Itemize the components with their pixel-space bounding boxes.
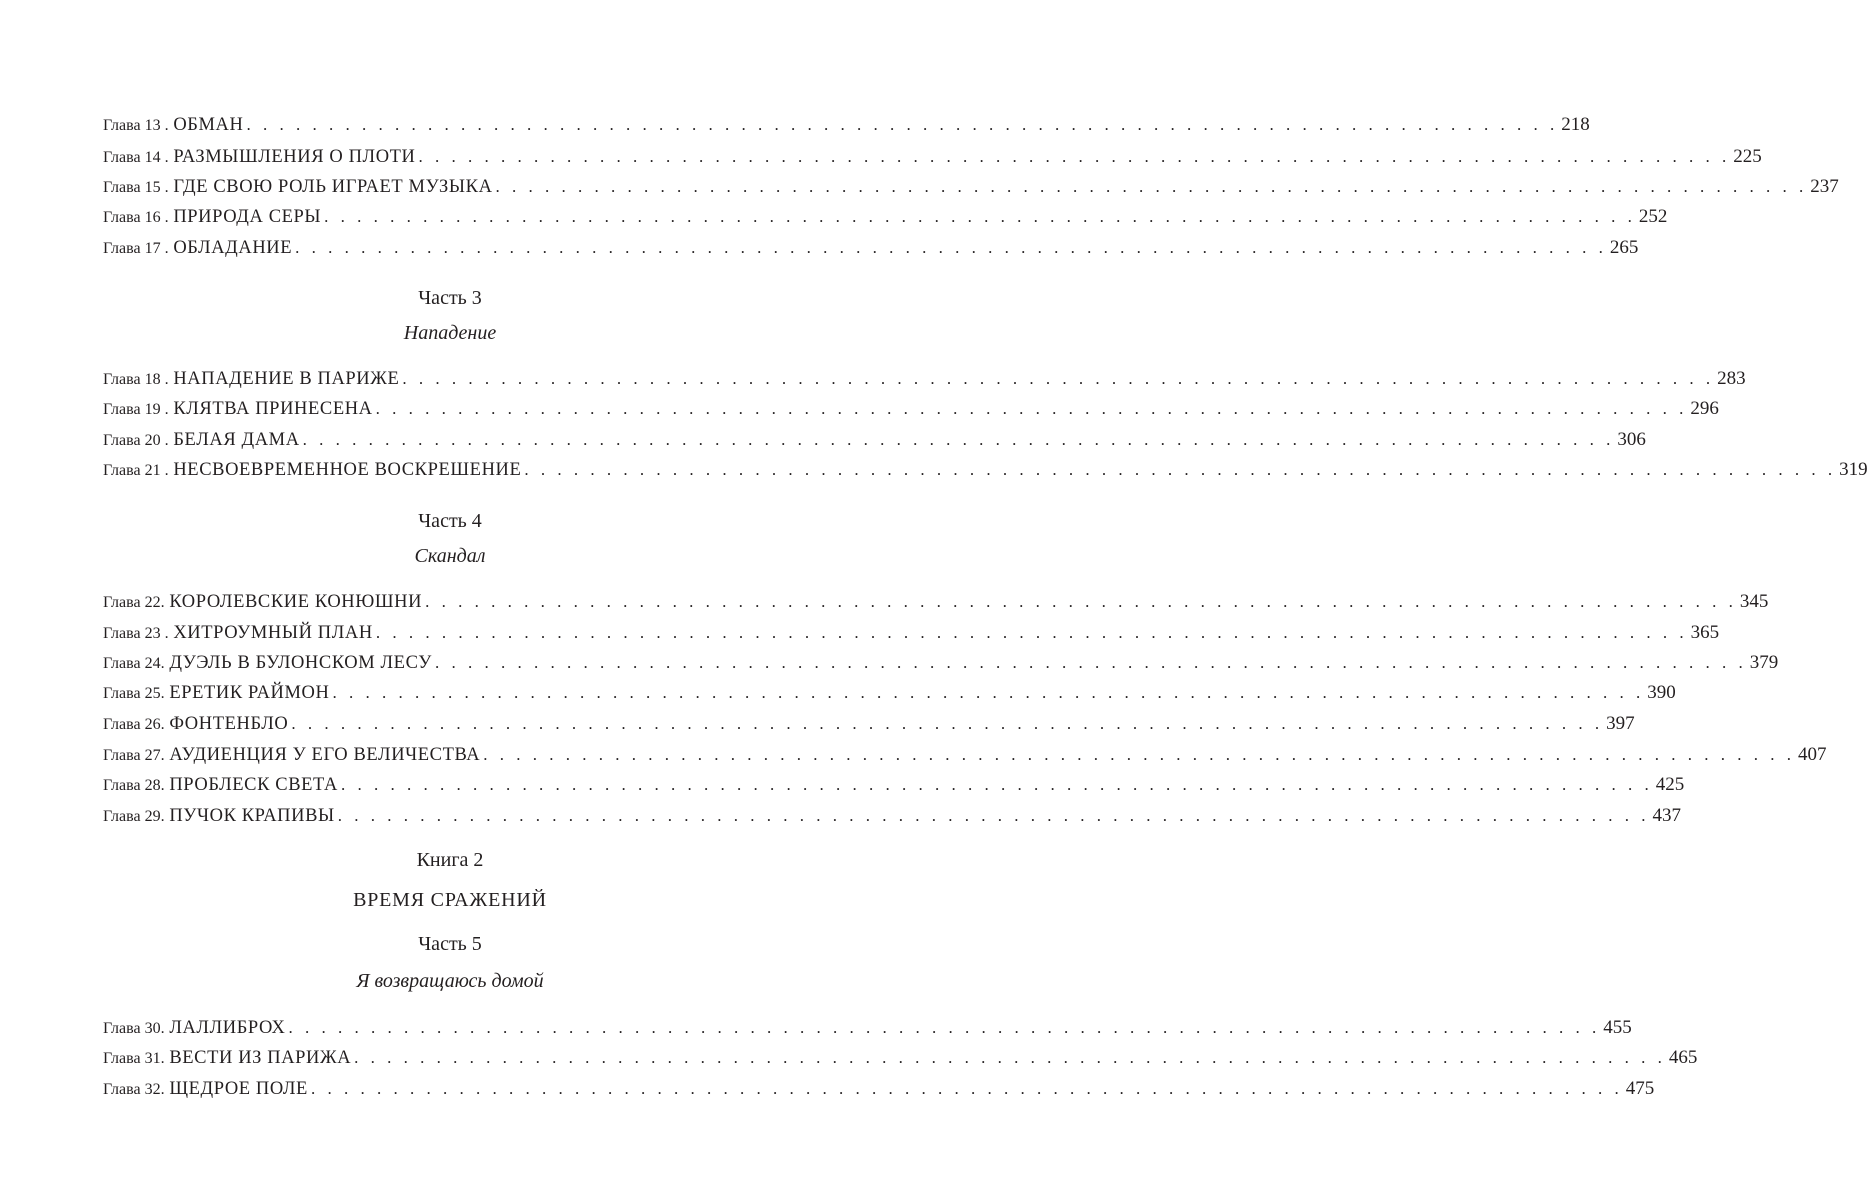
part-heading: Часть 4 [418, 510, 482, 532]
page-number: 390 [1647, 682, 1676, 703]
chapter-label: Глава 16 . [103, 209, 169, 226]
chapter-heading [103, 648, 432, 679]
dot-leader: . . . . . . . . . . . . . . . . . . . . . . . . . . . . . . . . . . . . . . . . . . . . . . . . . . . . . . . . . . . . . . . . . . . . . . . . . . . . . . . . [375, 399, 1688, 418]
chapter-heading [103, 678, 329, 709]
dot-leader: . . . . . . . . . . . . . . . . . . . . . . . . . . . . . . . . . . . . . . . . . . . . . . . . . . . . . . . . . . . . . . . . . . . . . . . . . . . . . . . . [483, 745, 1796, 764]
toc-entry [103, 364, 1746, 394]
chapter-heading [103, 801, 335, 832]
toc-entry [103, 801, 1681, 831]
dot-leader: . . . . . . . . . . . . . . . . . . . . . . . . . . . . . . . . . . . . . . . . . . . . . . . . . . . . . . . . . . . . . . . . . . . . . . . . . . . . . . . . [310, 1079, 1623, 1098]
page-number: 283 [1717, 368, 1746, 389]
dot-leader: . . . . . . . . . . . . . . . . . . . . . . . . . . . . . . . . . . . . . . . . . . . . . . . . . . . . . . . . . . . . . . . . . . . . . . . . . . . . . . . . [354, 1048, 1666, 1067]
page-number: 218 [1561, 114, 1590, 135]
dot-leader: . . . . . . . . . . . . . . . . . . . . . . . . . . . . . . . . . . . . . . . . . . . . . . . . . . . . . . . . . . . . . . . . . . . . . . . . . . . . . . . . [246, 115, 1559, 134]
part-subtitle: Скандал [414, 545, 486, 567]
page-number: 319 [1839, 459, 1868, 480]
chapter-label: Глава 21 . [103, 462, 169, 479]
chapter-heading [103, 1043, 351, 1074]
chapter-label: Глава 23 . [103, 625, 169, 642]
dot-leader: . . . . . . . . . . . . . . . . . . . . . . . . . . . . . . . . . . . . . . . . . . . . . . . . . . . . . . . . . . . . . . . . . . . . . . . . . . . . . . . . [295, 238, 1607, 257]
page-number: 306 [1617, 429, 1646, 450]
dot-leader: . . . . . . . . . . . . . . . . . . . . . . . . . . . . . . . . . . . . . . . . . . . . . . . . . . . . . . . . . . . . . . . . . . . . . . . . . . . . . . . . [332, 683, 1645, 702]
dot-leader: . . . . . . . . . . . . . . . . . . . . . . . . . . . . . . . . . . . . . . . . . . . . . . . . . . . . . . . . . . . . . . . . . . . . . . . . . . . . . . . . [495, 177, 1808, 196]
page-number: 265 [1609, 237, 1639, 258]
chapter-label: Глава 20 . [103, 432, 169, 449]
page-number: 345 [1739, 591, 1769, 612]
chapter-heading [103, 455, 521, 486]
page-number: 425 [1655, 774, 1685, 795]
chapter-heading [103, 110, 243, 141]
toc-entry [103, 172, 1839, 202]
chapter-label: Глава 22. [103, 594, 165, 611]
chapter-title: ГДЕ СВОЮ РОЛЬ ИГРАЕТ МУЗЫКА [173, 177, 493, 197]
chapter-heading [103, 1013, 286, 1044]
chapter-title: ПРОБЛЕСК СВЕТА [169, 775, 338, 795]
chapter-title: ЕРЕТИК РАЙМОН [169, 683, 330, 703]
chapter-heading [103, 364, 399, 395]
page-number: 225 [1733, 146, 1762, 167]
toc-entry [103, 1043, 1698, 1073]
dot-leader: . . . . . . . . . . . . . . . . . . . . . . . . . . . . . . . . . . . . . . . . . . . . . . . . . . . . . . . . . . . . . . . . . . . . . . . . . . . . . . . . [337, 806, 1650, 825]
chapter-title: ОБЛАДАНИЕ [173, 238, 293, 258]
page-number: 379 [1749, 652, 1779, 673]
chapter-label: Глава 25. [103, 685, 165, 702]
toc-entry [103, 618, 1720, 648]
chapter-heading [103, 770, 338, 801]
page-number: 252 [1638, 206, 1668, 227]
toc-entry [103, 770, 1685, 800]
chapter-heading [103, 172, 493, 203]
chapter-label: Глава 32. [103, 1081, 165, 1098]
chapter-title: БЕЛАЯ ДАМА [173, 430, 300, 450]
toc-entry [103, 678, 1676, 708]
chapter-title: КОРОЛЕВСКИЕ КОНЮШНИ [169, 592, 423, 612]
chapter-title: АУДИЕНЦИЯ У ЕГО ВЕЛИЧЕСТВА [169, 745, 481, 765]
chapter-heading [103, 425, 300, 456]
dot-leader: . . . . . . . . . . . . . . . . . . . . . . . . . . . . . . . . . . . . . . . . . . . . . . . . . . . . . . . . . . . . . . . . . . . . . . . . . . . . . . . . [291, 714, 1604, 733]
dot-leader: . . . . . . . . . . . . . . . . . . . . . . . . . . . . . . . . . . . . . . . . . . . . . . . . . . . . . . . . . . . . . . . . . . . . . . . . . . . . . . . . [341, 775, 1653, 794]
toc-entry [103, 202, 1668, 232]
chapter-title: РАЗМЫШЛЕНИЯ О ПЛОТИ [173, 147, 416, 167]
part-heading: Часть 5 [418, 933, 482, 955]
chapter-label: Глава 26. [103, 716, 165, 733]
toc-entry [103, 1013, 1632, 1043]
page-number: 365 [1690, 622, 1720, 643]
part-subtitle: Я возвращаюсь домой [356, 970, 544, 992]
chapter-title: ВЕСТИ ИЗ ПАРИЖА [169, 1048, 352, 1068]
chapter-label: Глава 19 . [103, 401, 169, 418]
chapter-label: Глава 14 . [103, 149, 169, 166]
toc-entry [103, 394, 1719, 424]
part-heading: Часть 3 [418, 287, 482, 309]
chapter-heading [103, 740, 480, 771]
chapter-heading [103, 618, 373, 649]
chapter-title: ЛАЛЛИБРОХ [169, 1018, 286, 1038]
chapter-title: КЛЯТВА ПРИНЕСЕНА [173, 399, 373, 419]
page-number: 437 [1652, 805, 1681, 826]
chapter-title: ЩЕДРОЕ ПОЛЕ [169, 1079, 308, 1099]
part-subtitle: Нападение [403, 322, 497, 344]
page-number: 407 [1798, 744, 1827, 765]
book-heading: Книга 2 [416, 849, 484, 871]
chapter-label: Глава 31. [103, 1050, 165, 1067]
chapter-title: ДУЭЛЬ В БУЛОНСКОМ ЛЕСУ [169, 653, 432, 673]
page-number: 296 [1690, 398, 1719, 419]
chapter-label: Глава 28. [103, 777, 165, 794]
chapter-label: Глава 18 . [103, 371, 169, 388]
book-title: ВРЕМЯ СРАЖЕНИЙ [353, 889, 547, 911]
page-number: 237 [1810, 176, 1839, 197]
toc-entry [103, 648, 1779, 678]
chapter-heading [103, 142, 416, 173]
page-number: 397 [1606, 713, 1635, 734]
chapter-title: ФОНТЕНБЛО [169, 714, 289, 734]
chapter-heading [103, 587, 422, 618]
chapter-heading [103, 233, 292, 264]
chapter-title: ОБМАН [173, 115, 244, 135]
page-number: 455 [1603, 1017, 1632, 1038]
chapter-heading [103, 202, 321, 233]
chapter-title: ХИТРОУМНЫЙ ПЛАН [173, 623, 373, 643]
chapter-label: Глава 15 . [103, 179, 169, 196]
dot-leader: . . . . . . . . . . . . . . . . . . . . . . . . . . . . . . . . . . . . . . . . . . . . . . . . . . . . . . . . . . . . . . . . . . . . . . . . . . . . . . . . [288, 1018, 1601, 1037]
dot-leader: . . . . . . . . . . . . . . . . . . . . . . . . . . . . . . . . . . . . . . . . . . . . . . . . . . . . . . . . . . . . . . . . . . . . . . . . . . . . . . . . [302, 430, 1615, 449]
chapter-label: Глава 29. [103, 808, 165, 825]
toc-entry [103, 587, 1769, 617]
page-number: 465 [1668, 1047, 1698, 1068]
page-number: 475 [1625, 1078, 1655, 1099]
chapter-label: Глава 13 . [103, 117, 169, 134]
toc-entry [103, 233, 1639, 263]
dot-leader: . . . . . . . . . . . . . . . . . . . . . . . . . . . . . . . . . . . . . . . . . . . . . . . . . . . . . . . . . . . . . . . . . . . . . . . . . . . . . . . . [524, 460, 1837, 479]
toc-entry [103, 1074, 1655, 1104]
chapter-title: НЕСВОЕВРЕМЕННОЕ ВОСКРЕШЕНИЕ [173, 460, 522, 480]
chapter-heading [103, 1074, 308, 1105]
toc-entry [103, 425, 1646, 455]
toc-entry [103, 110, 1590, 140]
chapter-title: НАПАДЕНИЕ В ПАРИЖЕ [173, 369, 400, 389]
dot-leader: . . . . . . . . . . . . . . . . . . . . . . . . . . . . . . . . . . . . . . . . . . . . . . . . . . . . . . . . . . . . . . . . . . . . . . . . . . . . . . . . [418, 147, 1731, 166]
dot-leader: . . . . . . . . . . . . . . . . . . . . . . . . . . . . . . . . . . . . . . . . . . . . . . . . . . . . . . . . . . . . . . . . . . . . . . . . . . . . . . . . [324, 207, 1636, 226]
chapter-heading [103, 709, 288, 740]
chapter-label: Глава 17 . [103, 240, 169, 257]
chapter-title: ПРИРОДА СЕРЫ [173, 207, 322, 227]
chapter-title: ПУЧОК КРАПИВЫ [169, 806, 335, 826]
chapter-label: Глава 27. [103, 747, 165, 764]
toc-entry [103, 709, 1635, 739]
dot-leader: . . . . . . . . . . . . . . . . . . . . . . . . . . . . . . . . . . . . . . . . . . . . . . . . . . . . . . . . . . . . . . . . . . . . . . . . . . . . . . . . [434, 653, 1747, 672]
toc-entry [103, 455, 1868, 485]
chapter-label: Глава 24. [103, 655, 165, 672]
chapter-heading [103, 394, 373, 425]
dot-leader: . . . . . . . . . . . . . . . . . . . . . . . . . . . . . . . . . . . . . . . . . . . . . . . . . . . . . . . . . . . . . . . . . . . . . . . . . . . . . . . . [402, 369, 1715, 388]
dot-leader: . . . . . . . . . . . . . . . . . . . . . . . . . . . . . . . . . . . . . . . . . . . . . . . . . . . . . . . . . . . . . . . . . . . . . . . . . . . . . . . . [375, 623, 1688, 642]
toc-entry [103, 740, 1827, 770]
chapter-label: Глава 30. [103, 1020, 165, 1037]
dot-leader: . . . . . . . . . . . . . . . . . . . . . . . . . . . . . . . . . . . . . . . . . . . . . . . . . . . . . . . . . . . . . . . . . . . . . . . . . . . . . . . . [425, 592, 1737, 611]
toc-entry [103, 142, 1762, 172]
